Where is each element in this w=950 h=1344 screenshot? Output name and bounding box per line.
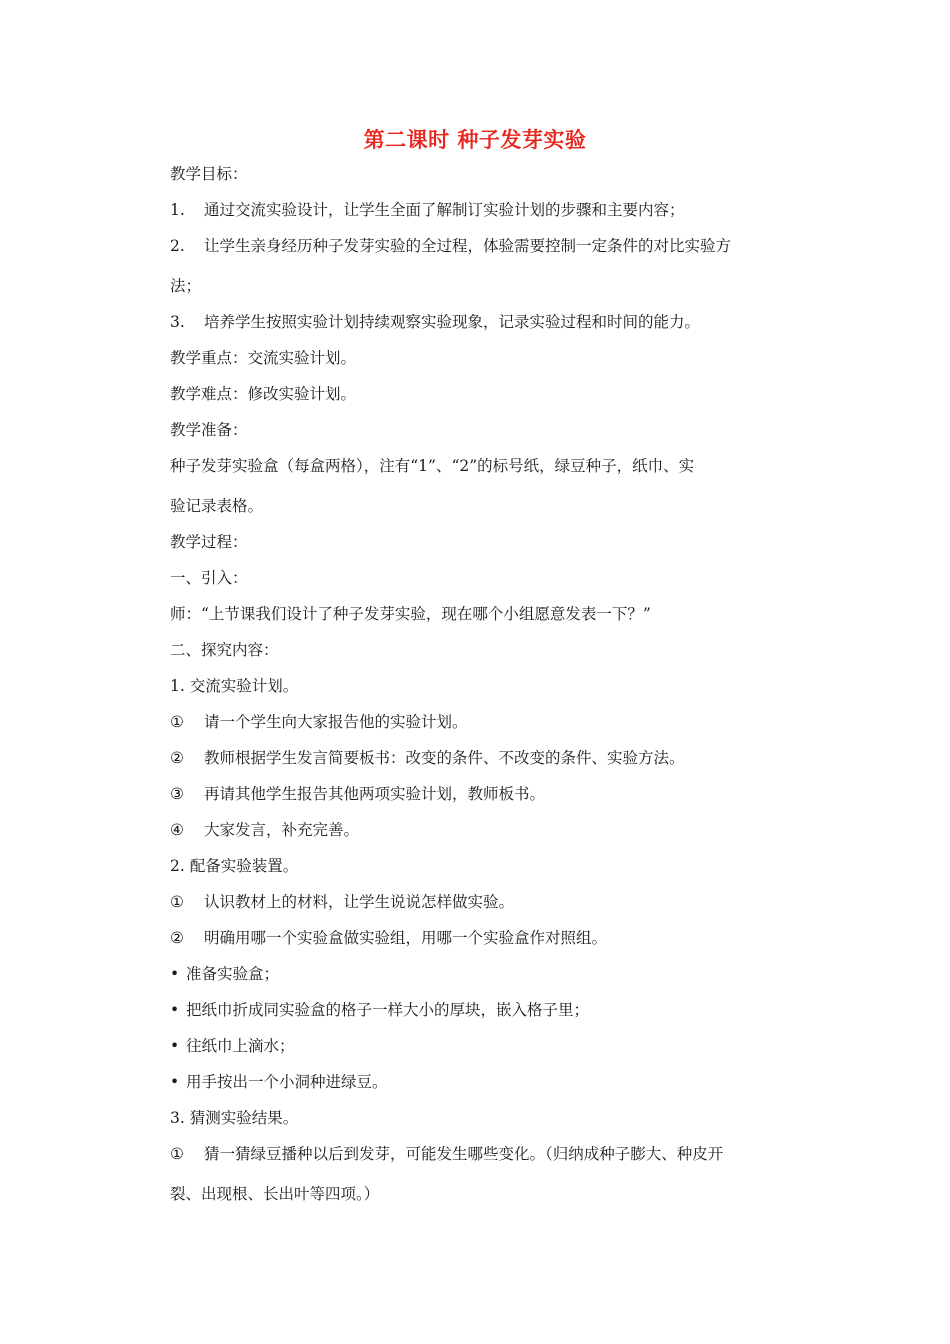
list-item-continued: 裂、出现根、长出叶等四项。） [170,1185,380,1203]
preparation-materials-continued: 验记录表格。 [170,497,264,515]
bullet-item: • 往纸巾上滴水； [170,1037,295,1055]
subsection-predict-results: 3. 猜测实验结果。 [170,1109,299,1127]
bullet-item: • 把纸巾折成同实验盒的格子一样大小的厚块，嵌入格子里； [170,1001,590,1019]
circled-number: ① [170,893,184,911]
subsection-equipment: 2. 配备实验装置。 [170,857,299,875]
preparation-materials: 种子发芽实验盒（每盒两格），注有“1”、“2”的标号纸，绿豆种子，纸巾、实 [170,457,695,475]
list-number: 2. [170,237,185,255]
objective-item-2: 2. 让学生亲身经历种子发芽实验的全过程，体验需要控制一定条件的对比实验方 [170,237,732,255]
step-heading-inquiry: 二、探究内容： [170,641,279,659]
objective-item-3: 3. 培养学生按照实验计划持续观察实验现象，记录实验过程和时间的能力。 [170,313,701,331]
circled-number: ② [170,749,184,767]
bullet-item: • 准备实验盒； [170,965,280,983]
section-heading-objectives: 教学目标： [170,165,248,183]
bullet-icon: • [170,965,180,983]
teacher-quote: 师：“上节课我们设计了种子发芽实验，现在哪个小组愿意发表一下？” [170,605,651,623]
bullet-icon: • [170,1037,180,1055]
circled-number: ② [170,929,184,947]
section-heading-preparation: 教学准备： [170,421,248,439]
bullet-icon: • [170,1001,180,1019]
list-item: ④ 大家发言，补充完善。 [170,821,360,839]
objective-item-2-continued: 法； [170,277,202,295]
circled-number: ④ [170,821,184,839]
list-item: ① 猜一猜绿豆播种以后到发芽，可能发生哪些变化。（归纳成种子膨大、种皮开 [170,1145,724,1163]
list-number: 3. [170,313,185,331]
document-title: 第二课时 种子发芽实验 [363,128,587,152]
list-item: ① 认识教材上的材料，让学生说说怎样做实验。 [170,893,515,911]
section-heading-process: 教学过程： [170,533,248,551]
bullet-icon: • [170,1073,180,1091]
circled-number: ① [170,1145,184,1163]
list-item: ② 明确用哪一个实验盒做实验组，用哪一个实验盒作对照组。 [170,929,608,947]
teaching-difficulty: 教学难点：修改实验计划。 [170,385,357,403]
list-number: 1. [170,201,185,219]
bullet-item: • 用手按出一个小洞种进绿豆。 [170,1073,388,1091]
list-item: ③ 再请其他学生报告其他两项实验计划，教师板书。 [170,785,546,803]
objective-item-1: 1. 通过交流实验设计，让学生全面了解制订实验计划的步骤和主要内容； [170,201,685,219]
subsection-exchange-plan: 1. 交流实验计划。 [170,677,299,695]
circled-number: ① [170,713,184,731]
step-heading-introduction: 一、引入： [170,569,248,587]
circled-number: ③ [170,785,184,803]
list-item: ② 教师根据学生发言简要板书：改变的条件、不改变的条件、实验方法。 [170,749,685,767]
list-item: ① 请一个学生向大家报告他的实验计划。 [170,713,468,731]
teaching-focus: 教学重点：交流实验计划。 [170,349,357,367]
